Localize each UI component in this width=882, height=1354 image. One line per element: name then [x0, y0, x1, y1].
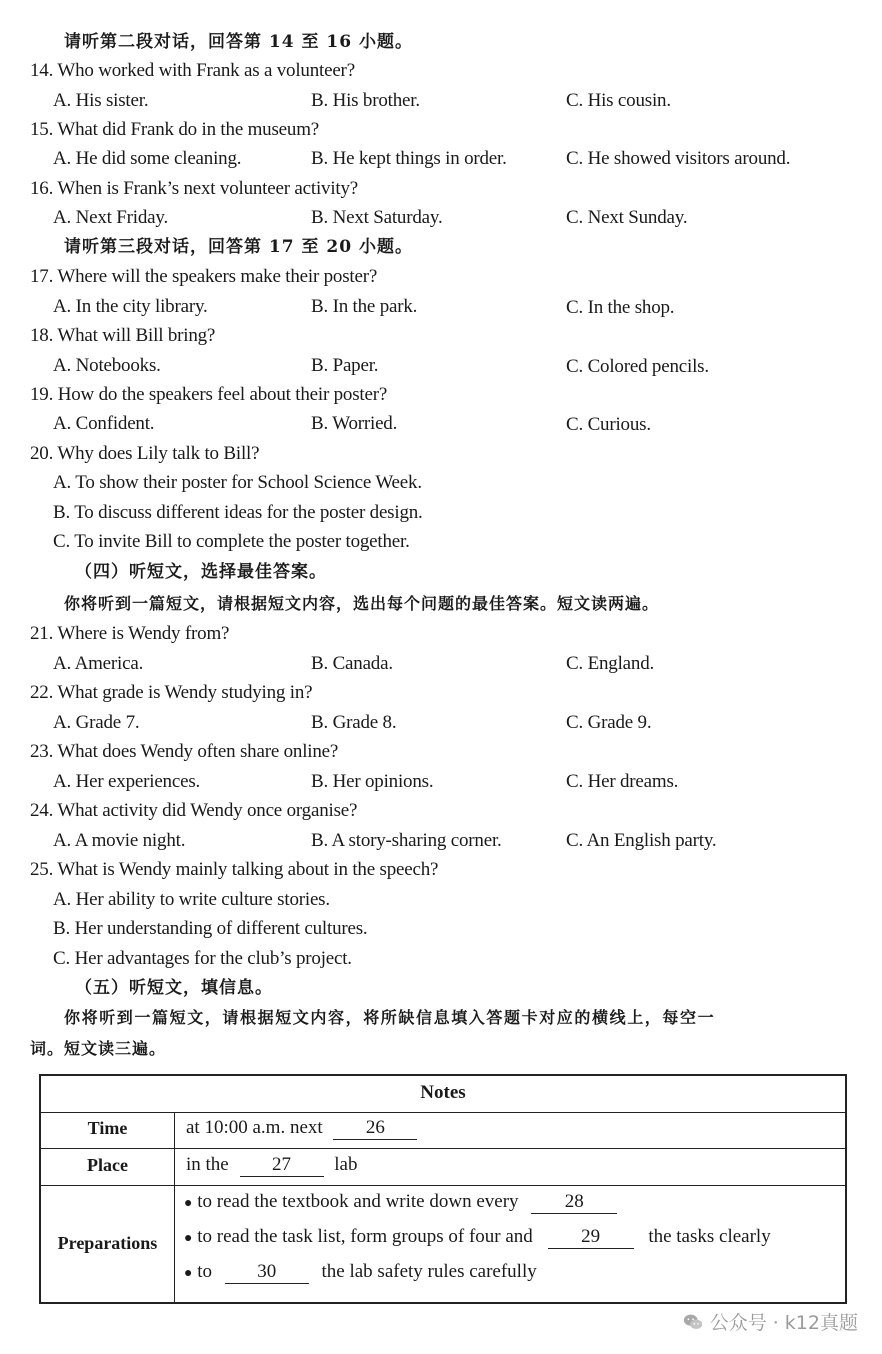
option-a: A. His sister. — [53, 90, 149, 111]
bullet-icon: ● — [184, 1266, 193, 1281]
option-c: C. In the shop. — [566, 297, 675, 318]
question-17: 17. Where will the speakers make their poster? — [30, 266, 378, 287]
answer-blank-26[interactable]: 26 — [333, 1117, 417, 1140]
option-b: B. Worried. — [311, 413, 398, 434]
part-instruction: 你将听到一篇短文，请根据短文内容，选出每个问题的最佳答案。短文读两遍。 — [64, 594, 660, 613]
question-21: 21. Where is Wendy from? — [30, 623, 230, 644]
option-a: A. Notebooks. — [53, 355, 161, 376]
part-instruction: 你将听到一篇短文，请根据短文内容，将所缺信息填入答题卡对应的横线上，每空一 — [64, 1008, 716, 1027]
option-c: C. Colored pencils. — [566, 356, 709, 377]
answer-blank-27[interactable]: 27 — [240, 1154, 324, 1177]
option-a: A. Grade 7. — [53, 712, 140, 733]
part-title: （四）听短文，选择最佳答案。 — [75, 562, 327, 582]
option-a: A. Her ability to write culture stories. — [53, 889, 330, 910]
row-label: Time — [87, 1118, 128, 1138]
watermark — [682, 1308, 858, 1335]
option-c: C. Curious. — [566, 414, 651, 435]
option-b: B. A story-sharing corner. — [311, 830, 502, 851]
option-a: A. He did some cleaning. — [53, 148, 242, 169]
cell-text: in the — [186, 1154, 229, 1175]
question-15: 15. What did Frank do in the museum? — [30, 119, 320, 140]
question-23: 23. What does Wendy often share online? — [30, 741, 339, 762]
question-19: 19. How do the speakers feel about their poster? — [30, 384, 388, 405]
option-a: A. To show their poster for School Science Week. — [53, 472, 422, 493]
prep-item-2 — [184, 1226, 771, 1249]
option-c: C. Next Sunday. — [566, 207, 688, 228]
row-label: Place — [87, 1155, 128, 1175]
cell-text: to — [197, 1261, 212, 1282]
question-25: 25. What is Wendy mainly talking about in the speech? — [30, 859, 439, 880]
option-c: C. Grade 9. — [566, 712, 652, 733]
option-a: A. In the city library. — [53, 296, 208, 317]
bullet-icon: ● — [184, 1196, 193, 1211]
option-a: A. Next Friday. — [53, 207, 169, 228]
option-b: B. His brother. — [311, 90, 420, 111]
section-instruction: 请听第三段对话，回答第 17 至 20 小题。 — [64, 237, 413, 257]
question-22: 22. What grade is Wendy studying in? — [30, 682, 313, 703]
option-b: B. He kept things in order. — [311, 148, 507, 169]
table-divider — [174, 1112, 175, 1302]
option-c: C. He showed visitors around. — [566, 148, 791, 169]
cell-text: at 10:00 a.m. next — [186, 1117, 323, 1138]
option-b: B. Canada. — [311, 653, 393, 674]
answer-blank-29[interactable]: 29 — [548, 1226, 634, 1249]
option-a: A. America. — [53, 653, 144, 674]
option-c: C. To invite Bill to complete the poster together. — [53, 531, 410, 552]
question-16: 16. When is Frank’s next volunteer activity? — [30, 178, 359, 199]
watermark-text: 公众号 · k12真题 — [709, 1312, 858, 1334]
option-c: C. An English party. — [566, 830, 717, 851]
notes-row-time — [41, 1112, 845, 1149]
option-a: A. A movie night. — [53, 830, 186, 851]
option-b: B. Her opinions. — [311, 771, 434, 792]
question-14: 14. Who worked with Frank as a volunteer? — [30, 60, 355, 81]
option-c: C. Her advantages for the club’s project. — [53, 948, 352, 969]
notes-header-row — [41, 1076, 845, 1113]
part-title: （五）听短文，填信息。 — [75, 978, 273, 998]
option-b: B. Grade 8. — [311, 712, 397, 733]
row-label: Preparations — [57, 1233, 158, 1253]
prep-item-3 — [184, 1261, 537, 1284]
section-instruction: 请听第二段对话，回答第 14 至 16 小题。 — [64, 32, 413, 52]
notes-title: Notes — [420, 1082, 466, 1103]
row-content — [186, 1154, 357, 1177]
row-content — [186, 1117, 417, 1140]
question-24: 24. What activity did Wendy once organise? — [30, 800, 358, 821]
option-b: B. In the park. — [311, 296, 418, 317]
option-c: C. His cousin. — [566, 90, 671, 111]
notes-row-preparations — [41, 1185, 845, 1302]
answer-blank-28[interactable]: 28 — [531, 1191, 617, 1214]
option-c: C. Her dreams. — [566, 771, 679, 792]
option-b: B. Her understanding of different cultures. — [53, 918, 368, 939]
notes-row-place — [41, 1148, 845, 1186]
bullet-icon: ● — [184, 1231, 193, 1246]
cell-text: lab — [334, 1154, 358, 1175]
cell-text: the lab safety rules carefully — [321, 1261, 537, 1282]
part-instruction-cont: 词。短文读三遍。 — [30, 1039, 167, 1058]
question-20: 20. Why does Lily talk to Bill? — [30, 443, 260, 464]
wechat-icon — [682, 1311, 704, 1333]
option-b: B. Paper. — [311, 355, 379, 376]
answer-blank-30[interactable]: 30 — [225, 1261, 309, 1284]
notes-table — [39, 1074, 847, 1304]
option-a: A. Her experiences. — [53, 771, 201, 792]
option-a: A. Confident. — [53, 413, 155, 434]
prep-item-1 — [184, 1191, 617, 1214]
question-18: 18. What will Bill bring? — [30, 325, 216, 346]
option-b: B. To discuss different ideas for the poster design. — [53, 502, 423, 523]
option-b: B. Next Saturday. — [311, 207, 443, 228]
cell-text: to read the task list, form groups of four and — [197, 1226, 533, 1247]
cell-text: the tasks clearly — [648, 1226, 771, 1247]
option-c: C. England. — [566, 653, 655, 674]
cell-text: to read the textbook and write down every — [197, 1191, 519, 1212]
